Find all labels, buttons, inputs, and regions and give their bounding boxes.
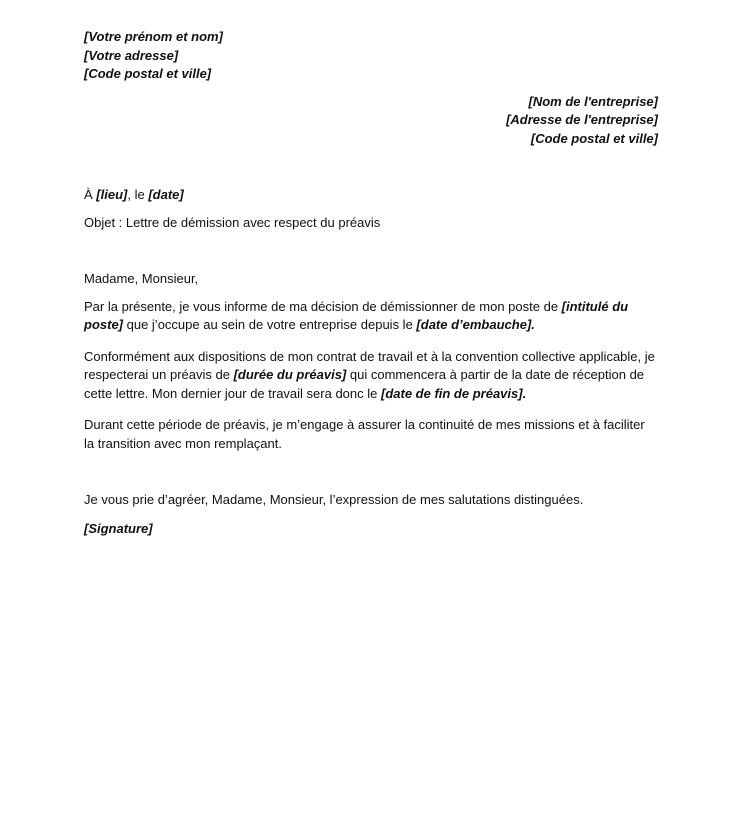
sender-name: [Votre prénom et nom]: [84, 29, 223, 44]
letter-page: [84, 28, 658, 538]
para2-text-2: qui commencera à partir de la date de réception de cette lettre. Mon dernier jour de travail sera donc le: [84, 367, 645, 401]
recipient-company-address: [Adresse de l'entreprise]: [506, 112, 658, 127]
para2-text-1: Conformément aux dispositions de mon contrat de travail et à la convention collective applicable, je respecterai un préavis de: [84, 348, 655, 382]
sender-block: [84, 28, 658, 84]
notice-duration-placeholder: [durée du préavis]: [233, 367, 347, 382]
paragraph-transition: Durant cette période de préavis, je m’engage à assurer la continuité de mes missions et à faciliter la transition avec mon remplaçant.: [84, 417, 645, 451]
date-placeholder: [date]: [148, 187, 184, 202]
recipient-postal-city: [Code postal et ville]: [530, 130, 658, 146]
greeting: Madame, Monsieur,: [84, 271, 199, 286]
sender-address: [Votre adresse]: [84, 47, 179, 63]
recipient-company-name: [Nom de l'entreprise]: [528, 93, 658, 109]
notice-end-date-placeholder: [date de fin de préavis].: [380, 385, 527, 401]
sender-postal-city: [Code postal et ville]: [84, 66, 212, 81]
recipient-block: [84, 93, 658, 149]
signature-placeholder: [Signature]: [84, 520, 153, 536]
paragraph-resignation: [84, 298, 658, 335]
job-title-placeholder: [intitulé du poste]: [84, 298, 629, 332]
place-date-separator: , le: [127, 187, 149, 202]
paragraph-notice: [84, 348, 658, 404]
hire-date-placeholder: [date d’embauche].: [416, 317, 535, 332]
closing-formula: Je vous prie d’agréer, Madame, Monsieur, l’expression de mes salutations distinguées.: [84, 492, 584, 507]
para1-text-2: que j’occupe au sein de votre entreprise depuis le: [123, 317, 417, 332]
para1-text-1: Par la présente, je vous informe de ma décision de démissionner de mon poste de: [84, 298, 562, 314]
place-date-prefix: À: [84, 187, 97, 202]
subject-line: Objet : Lettre de démission avec respect du préavis: [84, 214, 381, 230]
place-date-line: [84, 186, 658, 205]
place-placeholder: [lieu]: [96, 187, 128, 202]
